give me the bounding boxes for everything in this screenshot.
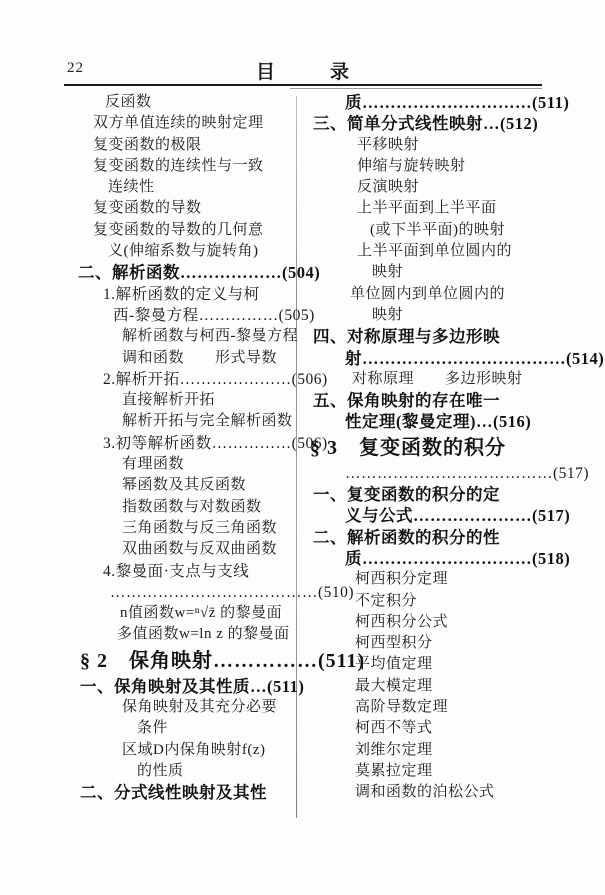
toc-line: 对称原理 多边形映射 xyxy=(352,370,523,387)
toc-line: 条件 xyxy=(137,720,169,737)
toc-line: 双方单值连续的映射定理 xyxy=(93,115,264,132)
toc-line: 二、解析函数的积分的性 xyxy=(313,527,500,547)
toc-line: 西-黎曼方程……………(505) xyxy=(113,306,315,324)
toc-line: 平均值定理 xyxy=(355,656,433,673)
toc-line: 上半平面到上半平面 xyxy=(357,200,497,217)
toc-line: 最大模定理 xyxy=(355,677,433,694)
toc-line: 解析开拓与完全解析函数 xyxy=(122,413,293,430)
toc-line: 五、保角映射的存在唯一 xyxy=(313,391,500,411)
toc-line: 四、对称原理与多边形映 xyxy=(313,327,500,347)
toc-line: 义(伸缩系数与旋转角) xyxy=(108,243,259,260)
toc-line: 三角函数与反三角函数 xyxy=(122,519,278,536)
toc-line: 高阶导数定理 xyxy=(355,699,449,716)
toc-line: 三、简单分式线性映射…(512) xyxy=(313,114,539,134)
toc-line: 连续性 xyxy=(108,179,155,196)
toc-line: 复变函数的导数的几何意 xyxy=(93,221,264,238)
toc-line: 伸缩与旋转映射 xyxy=(357,157,466,174)
toc-line: 柯西型积分 xyxy=(355,635,433,652)
page-title: 目 录 xyxy=(255,62,367,83)
toc-line: 复变函数的导数 xyxy=(93,200,202,217)
toc-line: (或下半平面)的映射 xyxy=(370,221,505,238)
toc-line: 双曲函数与反双曲函数 xyxy=(122,541,278,558)
toc-line: 映射 xyxy=(372,306,404,323)
toc-line: 柯西积分公式 xyxy=(355,613,449,630)
header-rule-shadow xyxy=(290,88,542,89)
toc-line: 幂函数及其反函数 xyxy=(122,477,247,494)
toc-line: 射………………………………(514) xyxy=(345,348,605,368)
toc-line: 反函数 xyxy=(105,94,152,110)
toc-line: …………………………………(510) xyxy=(110,583,355,601)
toc-line: 3.初等解析函数……………(506) xyxy=(103,434,328,452)
toc-line: § 2 保角映射……………(511) xyxy=(80,649,366,672)
toc-line: 复变函数的极限 xyxy=(93,136,202,153)
toc-line: 柯西不等式 xyxy=(355,720,433,737)
toc-line: 一、复变函数的积分的定 xyxy=(313,485,500,505)
toc-line: 上半平面到单位圆内的 xyxy=(357,243,513,260)
toc-line: 不定积分 xyxy=(355,592,418,609)
toc-line: 性定理(黎曼定理)…(516) xyxy=(345,412,532,432)
header-rule xyxy=(64,84,542,86)
toc-line: 指数函数与对数函数 xyxy=(122,498,262,515)
toc-line: 调和函数 形式导数 xyxy=(122,349,278,366)
toc-line: 2.解析开拓…………………(506) xyxy=(103,370,328,388)
toc-line: 复变函数的连续性与一致 xyxy=(93,157,264,174)
toc-line: …………………………………(517) xyxy=(345,464,590,482)
toc-line: 莫累拉定理 xyxy=(355,762,433,779)
toc-line: 刘维尔定理 xyxy=(355,741,433,758)
toc-line: 映射 xyxy=(372,264,404,281)
toc-line: 调和函数的泊松公式 xyxy=(355,784,495,801)
toc-line: 有理函数 xyxy=(122,456,185,473)
toc-line: 二、解析函数………………(504) xyxy=(78,263,321,283)
toc-line: 反演映射 xyxy=(357,179,420,196)
page-number: 22 xyxy=(67,60,84,76)
toc-line: 质…………………………(511) xyxy=(345,93,570,112)
toc-line: 二、分式线性映射及其性 xyxy=(80,783,267,803)
toc-line: 一、保角映射及其性质…(511) xyxy=(80,676,305,696)
toc-line: 4.黎曼面·支点与支线 xyxy=(103,562,250,580)
toc-line: 1.解析函数的定义与柯 xyxy=(103,285,260,303)
toc-line: 质…………………………(518) xyxy=(345,548,571,568)
toc-line: 义与公式…………………(517) xyxy=(345,506,571,526)
toc-right-column xyxy=(0,92,605,804)
toc-line: n值函数w=ⁿ√z̄ 的黎曼面 xyxy=(120,605,283,622)
toc-line: 直接解析开拓 xyxy=(122,392,216,409)
toc-line: 的性质 xyxy=(137,762,184,779)
toc-line: 多值函数w=ln z 的黎曼面 xyxy=(117,626,290,643)
toc-line: 柯西积分定理 xyxy=(355,571,449,588)
toc-line: 单位圆内到单位圆内的 xyxy=(350,285,506,302)
toc-line: 解析函数与柯西-黎曼方程 xyxy=(122,328,298,345)
toc-line: § 3 复变函数的积分 xyxy=(310,436,506,459)
toc-line: 区域D内保角映射f(z) xyxy=(122,741,266,758)
toc-line: 平移映射 xyxy=(357,136,420,153)
toc-line: 保角映射及其充分必要 xyxy=(122,699,278,716)
